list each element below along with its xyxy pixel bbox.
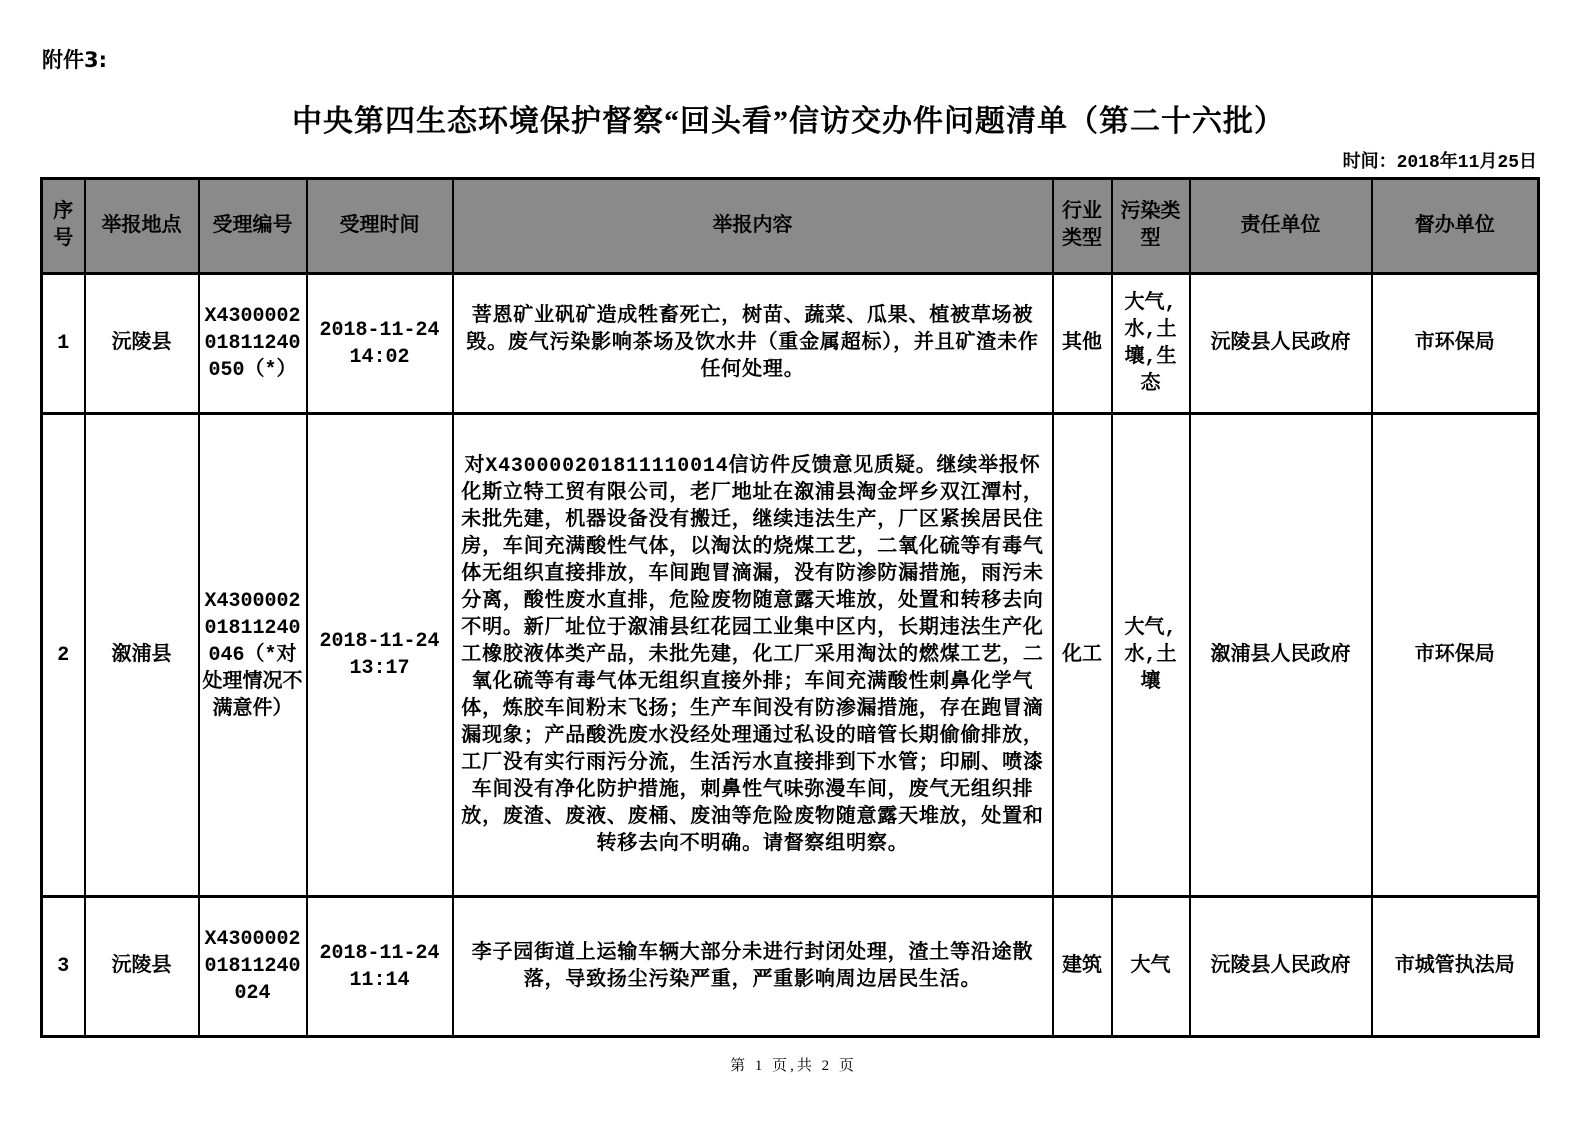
cell-seq: 1 <box>42 274 85 414</box>
cell-supervising-unit: 市环保局 <box>1372 274 1539 414</box>
cell-supervising-unit: 市环保局 <box>1372 414 1539 897</box>
header-pollution-type: 污染类型 <box>1112 179 1190 274</box>
cell-location: 沅陵县 <box>85 897 199 1037</box>
cell-pollution-type: 大气,水,土壤 <box>1112 414 1190 897</box>
header-case-number: 受理编号 <box>199 179 307 274</box>
report-table-body <box>42 274 1539 1037</box>
cell-pollution-type: 大气,水,土壤,生态 <box>1112 274 1190 414</box>
cell-industry-type: 化工 <box>1053 414 1112 897</box>
header-accept-time: 受理时间 <box>307 179 453 274</box>
cell-supervising-unit: 市城管执法局 <box>1372 897 1539 1037</box>
attachment-label: 附件3: <box>42 48 108 72</box>
table-header-row <box>42 179 1539 274</box>
header-industry-type: 行业类型 <box>1053 179 1112 274</box>
cell-case-number: X430000201811240050（*） <box>199 274 307 414</box>
cell-industry-type: 建筑 <box>1053 897 1112 1037</box>
header-supervising-unit: 督办单位 <box>1372 179 1539 274</box>
cell-location: 沅陵县 <box>85 274 199 414</box>
table-row <box>42 897 1539 1037</box>
cell-seq: 2 <box>42 414 85 897</box>
page-title: 中央第四生态环境保护督察“回头看”信访交办件问题清单（第二十六批） <box>292 105 1285 138</box>
cell-accept-time: 2018-11-24 13:17 <box>307 414 453 897</box>
cell-case-number: X430000201811240046（*对处理情况不满意件） <box>199 414 307 897</box>
cell-accept-time: 2018-11-24 11:14 <box>307 897 453 1037</box>
cell-report-content: 对X430000201811110014信访件反馈意见质疑。继续举报怀化斯立特工贸有限公司，老厂地址在溆浦县淘金坪乡双江潭村，未批先建，机器设备没有搬迁，继续违法生产，厂区紧挨居民住房，车间充满酸性气体，以淘汰的烧煤工艺，二氧化硫等有毒气体无组织直接排放，车间跑冒滴漏，没有防渗防漏措施，雨污未分离，酸性废水直排，危险废物随意露天堆放，处置和转移去向不明。新厂址位于溆浦县红花园工业集中区内，长期违法生产化工橡胶液体类产品，未批先建，化工厂采用淘汰的燃煤工艺，二氧化硫等有毒气体无组织直接外排；车间充满酸性刺鼻化学气体，炼胶车间粉末飞扬；生产车间没有防渗漏措施，存在跑冒滴漏现象；产品酸洗废水没经处理通过私设的暗管长期偷偷排放，工厂没有实行雨污分流，生活污水直接排到下水管；印刷、喷漆车间没有净化防护措施，刺鼻性气味弥漫车间，废气无组织排放，废渣、废液、废桶、废油等危险废物随意露天堆放，处置和转移去向不明确。请督察组明察。 <box>453 414 1053 897</box>
cell-responsible-unit: 沅陵县人民政府 <box>1190 897 1372 1037</box>
header-report-content: 举报内容 <box>453 179 1053 274</box>
cell-seq: 3 <box>42 897 85 1037</box>
cell-report-content: 李子园街道上运输车辆大部分未进行封闭处理，渣土等沿途散落，导致扬尘污染严重，严重影响周边居民生活。 <box>453 897 1053 1037</box>
header-seq: 序号 <box>42 179 85 274</box>
cell-responsible-unit: 沅陵县人民政府 <box>1190 274 1372 414</box>
cell-responsible-unit: 溆浦县人民政府 <box>1190 414 1372 897</box>
date-line: 时间：2018年11月25日 <box>1342 153 1537 173</box>
cell-accept-time: 2018-11-24 14:02 <box>307 274 453 414</box>
complaints-table <box>40 177 1540 1038</box>
cell-case-number: X430000201811240024 <box>199 897 307 1037</box>
header-report-location: 举报地点 <box>85 179 199 274</box>
cell-pollution-type: 大气 <box>1112 897 1190 1037</box>
header-responsible-unit: 责任单位 <box>1190 179 1372 274</box>
cell-location: 溆浦县 <box>85 414 199 897</box>
cell-industry-type: 其他 <box>1053 274 1112 414</box>
cell-report-content: 菩恩矿业矾矿造成牲畜死亡，树苗、蔬菜、瓜果、植被草场被毁。废气污染影响茶场及饮水井（重金属超标），并且矿渣未作任何处理。 <box>453 274 1053 414</box>
page-number: 第 1 页,共 2 页 <box>730 1058 857 1074</box>
table-row <box>42 274 1539 414</box>
table-row <box>42 414 1539 897</box>
